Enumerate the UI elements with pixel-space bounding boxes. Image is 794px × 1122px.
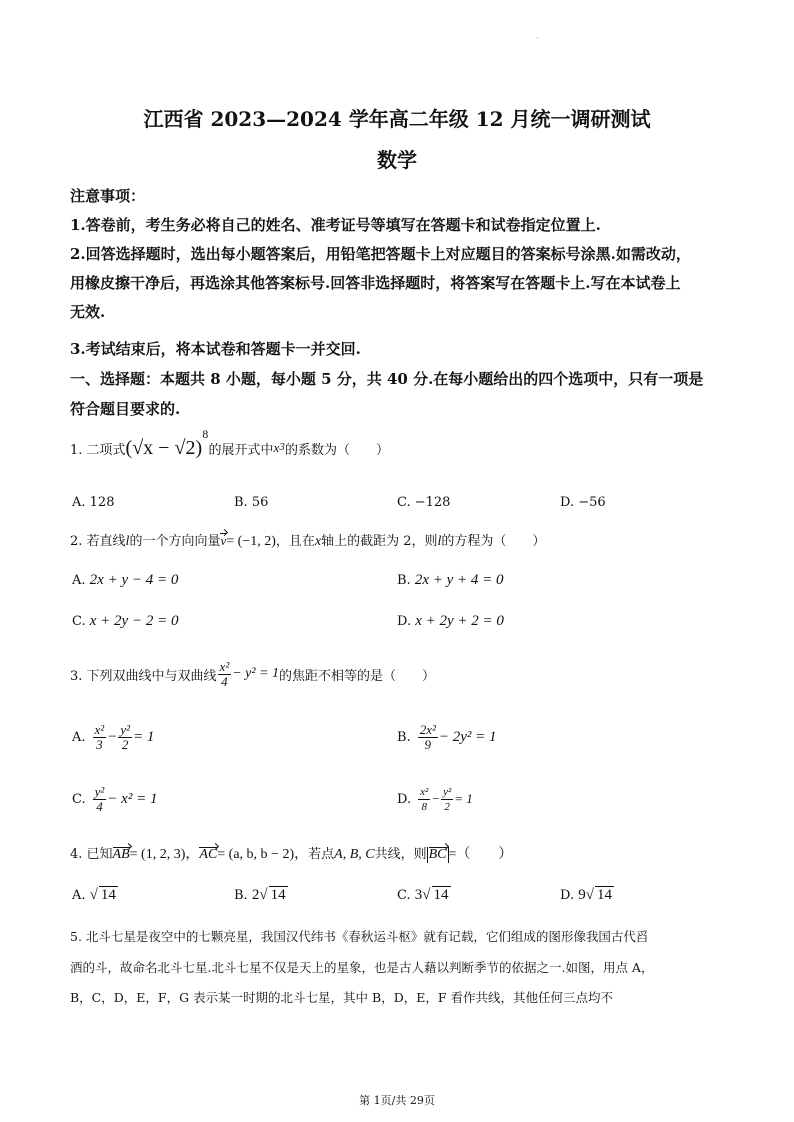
section-heading-line-2: 符合题目要求的. [70,400,181,418]
question-5-line-3: B，C，D，E，F，G 表示某一时期的北斗七星，其中 B，D，E，F 看作共线，其他任何三点均不 [70,990,613,1005]
question-2-x: x [314,534,322,549]
question-5-line-2: 酒的斗，故命名北斗七星.北斗七星不仅是天上的星象，也是古人藉以判断季节的依据之一.如图，用点 A， [70,960,654,975]
q1-option-a: A. 128 [72,495,115,510]
q1-option-c: C. −128 [397,495,451,510]
question-2-mid-3: 轴上的截距为 2，则 [321,534,438,549]
question-4-mid-2: 共线，则 [374,847,427,862]
q1-option-d: D. −56 [560,495,606,510]
q4-option-d: D. 9√ 14 [560,887,612,903]
q2-option-d: D. x + 2y + 2 = 0 [397,613,504,629]
notice-item-3: 3.考试结束后，将本试卷和答题卡一并交回. [70,340,361,358]
question-4-suffix: =（ ） [448,847,513,862]
question-3-fraction: $\frac{\text{x²}}{4}$ [219,658,230,689]
question-2-l-2: l [437,534,442,549]
page-footer: 第 1页/共 29页 [359,1094,435,1107]
question-4-vector-ab: AB [112,847,130,862]
question-2-l: l [125,534,130,549]
q4-option-a: A. √ 14 [72,887,116,903]
q3-option-c: C. $\frac{\text{y²}}{4}$ − x² = 1 [72,783,158,814]
question-3-prefix: 3. 下列双曲线中与双曲线 [70,668,217,684]
question-2-mid-2: ，且在 [275,534,315,549]
q3-option-a: A. $\frac{\text{x²}}{3}$ − $\frac{\text{y²}}{2}$ = 1 [72,721,155,752]
q1-option-b: B. 56 [234,495,269,510]
question-2-vector-value: = (−1, 2) [226,534,276,549]
q2-option-a: A. 2x + y − 4 = 0 [72,572,179,588]
scan-dot: · [536,34,539,43]
exam-title: 江西省 2023—2024 学年高二年级 12 月统一调研测试 [143,107,651,131]
notice-heading: 注意事项： [70,187,146,205]
question-4-points: A, B, C [334,847,375,862]
question-4-mid: 若点 [308,847,335,862]
q4-option-c: C. 3√ 14 [397,887,449,903]
question-1-prefix: 1. 二项式 [70,442,126,458]
question-2-mid-1: 的一个方向向量 [129,534,221,549]
question-1-suffix: 的系数为（ ） [285,442,390,458]
question-1 [70,428,389,468]
question-4-vector-bc: BC [428,847,447,862]
exam-subject: 数学 [377,148,417,172]
question-2-prefix: 2. 若直线 [70,534,126,549]
question-5-line-1: 5. 北斗七星是夜空中的七颗亮星，我国汉代纬书《春秋运斗枢》就有记载，它们组成的图形像我国古代舀 [70,929,649,944]
question-3 [70,656,435,692]
q2-option-c: C. x + 2y − 2 = 0 [72,613,179,629]
notice-item-2-line-3: 无效. [70,303,106,321]
question-4-prefix: 4. 已知 [70,847,113,862]
question-4-ab-value: = (1, 2, 3)， [129,847,200,862]
question-2 [70,530,545,550]
q4-option-b: B. 2√ 14 [234,887,286,903]
question-1-x: x [273,440,280,455]
question-3-rest: − y² = 1 [232,666,280,681]
question-4-vector-ac: AC [199,847,218,862]
q2-option-b: B. 2x + y + 4 = 0 [397,572,504,588]
question-2-vector: v [220,533,227,548]
q3-option-d: D. $\frac{\text{x²}}{8}$ − $\frac{\text{y²}}{2}$ = 1 [397,785,473,813]
section-heading-line-1: 一、选择题：本题共 8 小题，每小题 5 分，共 40 分.在每小题给出的四个选项中，只有一项是 [70,370,704,388]
notice-item-2-line-2: 用橡皮擦干净后，再选涂其他答案标号.回答非选择题时，将答案写在答题卡上.写在本试卷上 [70,274,681,292]
notice-item-1: 1.答卷前，考生务必将自己的姓名、准考证号等填写在答题卡和试卷指定位置上. [70,216,601,234]
question-1-x-exponent: 3 [279,443,286,453]
q3-option-b: B. $\frac{\text{2x²}}{9}$ − 2y² = 1 [397,721,497,752]
question-3-suffix: 的焦距不相等的是（ ） [279,668,436,684]
notice-item-2-line-1: 2.回答选择题时，选出每小题答案后，用铅笔把答题卡上对应题目的答案标号涂黑.如需改动， [70,245,691,263]
question-1-mid: 的展开式中 [208,442,274,458]
question-4-ac-value: = (a, b, b − 2)， [217,847,309,862]
question-2-suffix: 的方程为（ ） [441,534,546,549]
question-1-exponent: 8 [202,430,209,441]
question-1-expression: (√x − √2) [125,436,203,459]
question-4 [70,843,512,863]
